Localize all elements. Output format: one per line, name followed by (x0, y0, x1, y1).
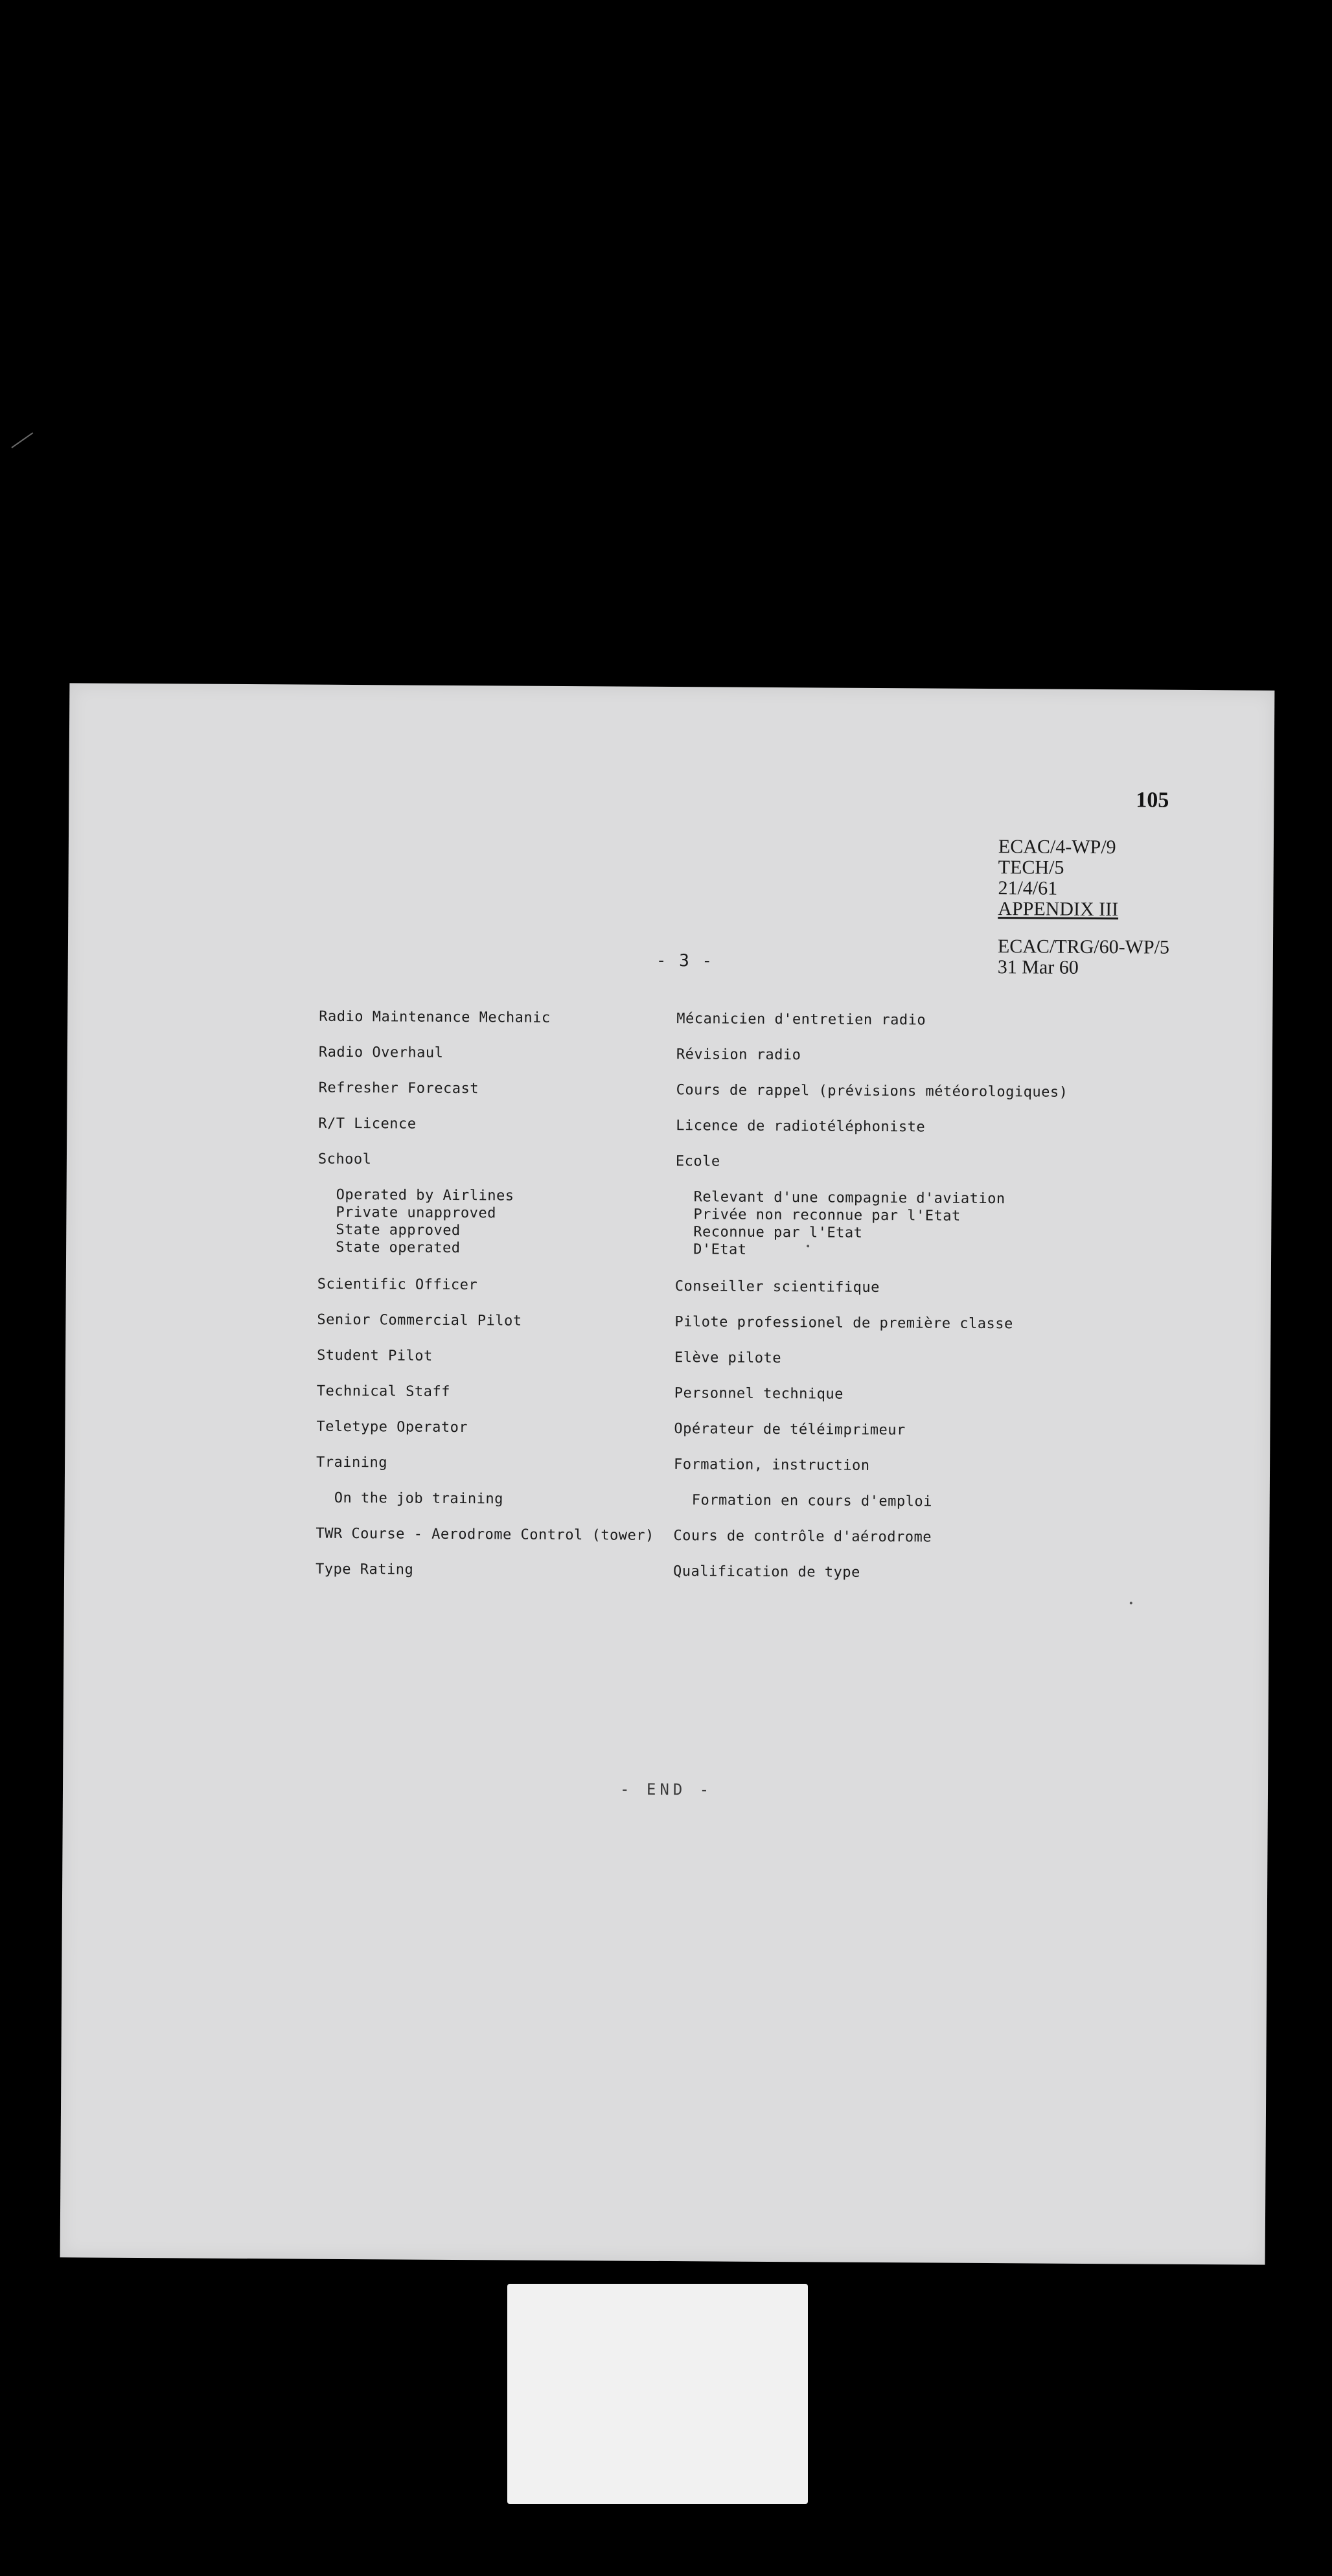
glossary-subrow (65, 1488, 1270, 1510)
french-term: Privée non reconnue par l'Etat (693, 1206, 961, 1225)
english-term: Technical Staff (316, 1383, 451, 1400)
reference-line: TECH/5 (998, 857, 1064, 879)
english-term: Teletype Operator (316, 1418, 468, 1436)
french-term: Cours de rappel (prévisions météorologiques) (676, 1082, 1068, 1101)
glossary-row (66, 1310, 1271, 1333)
english-term: State approved (336, 1221, 461, 1239)
english-term: Training (316, 1454, 388, 1471)
french-term: Opérateur de téléimprimeur (674, 1421, 906, 1439)
dust-speck (807, 1245, 809, 1247)
dust-speck (1130, 1602, 1132, 1604)
french-term: Mécanicien d'entretien radio (676, 1011, 926, 1029)
french-term: Personnel technique (674, 1385, 844, 1403)
english-term: Private unapproved (336, 1204, 496, 1222)
glossary-row (67, 1007, 1272, 1029)
glossary-row (65, 1417, 1270, 1439)
target-card (507, 2284, 808, 2504)
page-number: 105 (1136, 788, 1169, 812)
end-mark: - END - (619, 1780, 713, 1799)
french-term: Cours de contrôle d'aérodrome (673, 1528, 932, 1546)
english-term: School (317, 1151, 372, 1168)
english-term: Radio Overhaul (318, 1044, 444, 1061)
film-scratch (11, 432, 33, 448)
french-term: Ecole (675, 1153, 720, 1170)
reference-line: ECAC/4-WP/9 (998, 836, 1116, 858)
english-term: R/T Licence (318, 1115, 417, 1133)
english-term: Operated by Airlines (336, 1186, 514, 1204)
english-term: TWR Course - Aerodrome Control (tower) (316, 1525, 654, 1544)
french-term: Révision radio (676, 1046, 801, 1064)
glossary-subrow (67, 1185, 1272, 1208)
reference-line: ECAC/TRG/60-WP/5 (997, 936, 1170, 958)
english-term: Radio Maintenance Mechanic (319, 1008, 551, 1026)
glossary-subrow (66, 1220, 1271, 1241)
document-page (60, 683, 1275, 2264)
english-term: State operated (336, 1239, 461, 1257)
glossary-subrow (67, 1202, 1272, 1225)
glossary-row (64, 1559, 1269, 1581)
french-term: Elève pilote (674, 1350, 782, 1367)
french-term: Relevant d'une compagnie d'aviation (693, 1189, 1005, 1208)
glossary-row (65, 1453, 1270, 1474)
glossary-row (65, 1346, 1270, 1367)
french-term: Pilote professionel de première classe (674, 1314, 1013, 1333)
english-term: Type Rating (316, 1561, 414, 1578)
glossary-row (65, 1524, 1270, 1546)
glossary-row (66, 1274, 1271, 1296)
glossary-row (65, 1381, 1270, 1403)
reference-line: 31 Mar 60 (997, 956, 1079, 978)
english-term: Refresher Forecast (318, 1079, 479, 1098)
glossary-row (67, 1114, 1272, 1136)
english-term: Scientific Officer (317, 1276, 478, 1294)
glossary-row (67, 1042, 1272, 1064)
glossary-row (67, 1149, 1272, 1170)
french-term: Formation, instruction (674, 1456, 870, 1474)
french-term: D'Etat (693, 1241, 747, 1258)
french-term: Licence de radiotéléphoniste (676, 1118, 926, 1136)
page-label: - 3 - (656, 950, 714, 971)
french-term: Formation en cours d'emploi (691, 1492, 932, 1510)
french-term: Qualification de type (673, 1563, 860, 1581)
reference-line: 21/4/61 (998, 877, 1058, 899)
glossary-subrow (66, 1237, 1271, 1258)
english-term: Student Pilot (317, 1347, 433, 1364)
reference-block (998, 836, 1170, 979)
french-term: Conseiller scientifique (674, 1278, 880, 1296)
appendix-label: APPENDIX III (998, 898, 1119, 921)
glossary-row (67, 1078, 1272, 1101)
english-term: Senior Commercial Pilot (317, 1311, 522, 1329)
french-term: Reconnue par l'Etat (693, 1224, 863, 1241)
english-term: On the job training (334, 1489, 504, 1508)
